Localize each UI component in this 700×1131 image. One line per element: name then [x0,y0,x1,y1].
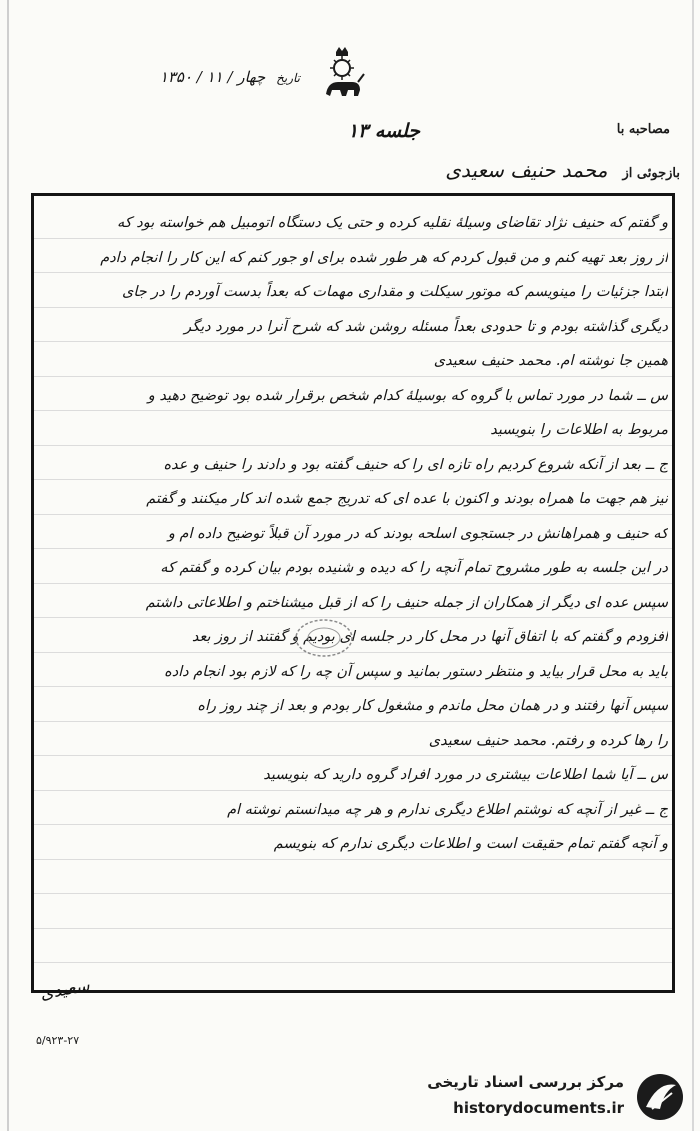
text-line: ج ــ بعد از آنکه شروع کردیم راه تازه ای را که حنیف گفته بود و دادند را حنیف و عده [163,456,668,473]
text-line: مربوط به اطلاعات را بنویسید [490,422,668,438]
text-line: و گفتم که حنیف نژاد تقاضای وسیلهٔ نقلیه کرده و حتی یک دستگاه اتومبیل هم خواسته بود که [116,215,668,231]
text-line: در این جلسه به طور مشروح تمام آنچه را که دیده و شنیده بودم بیان کرده و گفتم که [160,560,668,576]
interview-with-label: مصاحبه با [616,122,670,137]
archive-website: historydocuments.ir [453,1099,624,1117]
handwritten-text [42,206,668,862]
text-line: سپس عده ای دیگر از همکاران از جمله حنیف را که از قبل میشناختم و اطلاعاتی داشتم [145,594,668,611]
document-number: ۵/۹۲۳-۲۷ [36,1034,80,1047]
text-line: ابتدا جزئیات را مینویسم که موتور سیکلت و مقداری مهمات که بعداً بدست آوردم را در جای [121,284,668,300]
archive-name: مرکز بررسی اسناد تاریخی [427,1073,624,1091]
session-title: جلسه ۱۳ [347,120,420,142]
text-line: سپس آنها رفتند و در همان محل ماندم و مشغول کار بودم و بعد از چند روز راه [197,698,668,714]
lion-and-sun-emblem-icon [318,44,366,104]
date-line [40,68,300,98]
text-line: و آنچه گفتم تمام حقیقت است و اطلاعات دیگری ندارم که بنویسم [273,836,668,852]
date-value: چهار / ۱۱ / ۱۳۵۰ [159,68,266,86]
scan-edge-left [7,0,9,1131]
date-label: تاریخ [276,71,300,85]
archive-logo-icon [632,1071,688,1123]
text-line: از روز بعد تهیه کنم و من قبول کردم که هر طور شده برای او جور کنم که این کار را انجام دادم [100,249,668,266]
text-line: همین جا نوشته ام. محمد حنیف سعیدی [433,353,668,369]
text-line: که حنیف و همراهانش در جستجوی اسلحه بودند که در مورد آن قبلاً توضیح داده ام و [167,525,668,542]
text-line: را رها کرده و رفتم. محمد حنیف سعیدی [428,732,668,749]
interrogated-name: محمد حنیف سعیدی [445,158,608,182]
text-line: باید به محل قرار بیاید و منتظر دستور بمانید و سپس آن چه را که لازم بود انجام داده [164,663,668,680]
text-line: دیگری گذاشته بودم و تا حدودی بعداً مسئله روشن شد که شرح آنرا در مورد دیگر [184,318,668,335]
text-line: س ــ شما در مورد تماس با گروه که بوسیلهٔ کدام شخص برقرار شده بود توضیح دهید و [147,387,668,404]
text-line: افزودم و گفتم که با اتفاق آنها در محل کار در جلسه ای بودیم و گفتند از روز بعد [191,629,668,645]
text-line: س ــ آیا شما اطلاعات بیشتری در مورد افراد گروه دارید که بنویسید [263,767,668,783]
faded-stamp-icon [292,616,356,660]
archive-watermark [400,1065,700,1131]
interrogation-row [300,158,680,182]
text-line: نیز هم جهت ما همراه بودند و اکنون با عده ای که تدریج جمع شده اند کار میکنند و گفتم [146,491,668,507]
scan-edge-right [692,0,694,1131]
interrogation-label: بازجوئی از [622,166,680,181]
text-line: ج ــ غیر از آنچه که نوشتم اطلاع دیگری ندارم و هر چه میدانستم نوشته ام [227,801,668,818]
signature: سعیدی [38,975,92,1005]
